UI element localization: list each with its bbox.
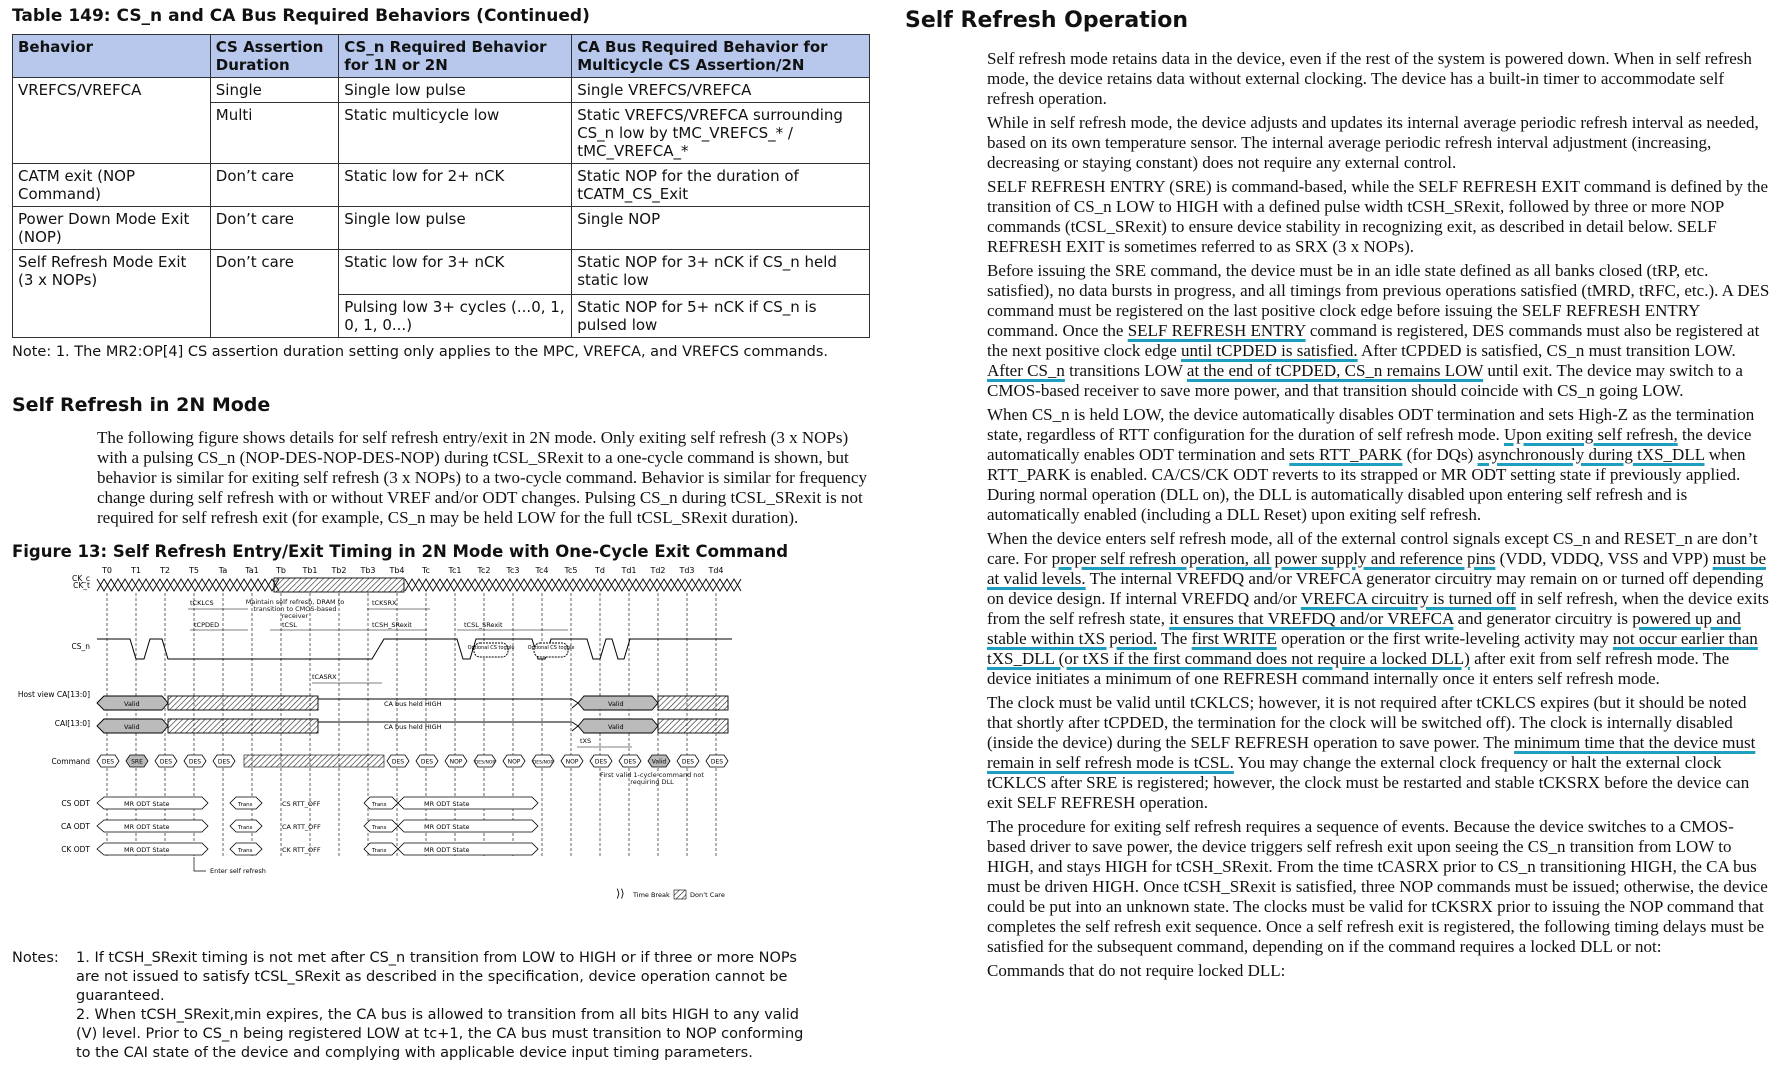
notes-label: Notes:: [12, 950, 59, 966]
odt-state-label: MR ODT State: [124, 800, 170, 808]
tcklcs-label: tCKLCS: [190, 599, 214, 607]
trans-label: Trans: [372, 825, 387, 831]
signal-label: CK ODT: [61, 845, 90, 854]
odt-state-label: MR ODT State: [124, 823, 170, 831]
command-label: DES: [188, 758, 202, 766]
table-cell: Static NOP for the duration of tCATM_CS_Exit: [572, 164, 870, 207]
clock-edge-label: T0: [102, 567, 112, 575]
paragraph: When the device enters self refresh mode, all of the external control signals except CS_n and RESET_n are don’t care. For proper self refresh operation, all power supply and reference pins (VDD, VDDQ, VSS and VPP) must be at valid levels. The internal VREFDQ and/or VREFCA generator circuitry may remain on or turned off depending on device design. If internal VREFDQ and/or VREFCA circuitry is turned off in self refresh, when the device exits from the self refresh state, it ensures that VREFDQ and/or VREFCA and generator circuitry is powered up and stable within tXS period. The first WRITE operation or the first write-leveling activity may not occur earlier than tXS_DLL (or tXS if the first command does not require a locked DLL) after exit from self refresh mode. The device initiates a minimum of one REFRESH command internally once it enters self refresh mode.: [987, 529, 1769, 688]
tcsh-label: tCSH_SRexit: [372, 621, 412, 629]
table-cell: Self Refresh Mode Exit (3 x NOPs): [13, 250, 211, 338]
paragraph: Self refresh mode retains data in the device, even if the rest of the system is powered down. When in self refresh mode, the device retains data without external clocking. The device has a built-in timer to accommodate self refresh operation.: [987, 49, 1752, 108]
paragraph: While in self refresh mode, the device adjusts and updates its internal average periodic refresh interval as needed, based on its own temperature sensor. The internal average periodic refresh interval adjustment (increasing, decreasing or staying constant) does not require any external control.: [987, 113, 1759, 172]
ca-held-high-label: CA bus held HIGH: [384, 723, 442, 731]
table-cell: Single VREFCS/VREFCA: [572, 78, 870, 103]
table-row: [13, 78, 870, 103]
paragraph: The clock must be valid until tCKLCS; however, it is not required after tCKLCS expires (but it should be noted that shortly after tCPDED, the termination for the clock will be switched off). The clock is internally disabled (inside the device) during the SELF REFRESH operation to save power. The minimum time that the device must remain in self refresh mode is tCSL. You may change the external clock frequency or halt the external clock tCKLCS after SRE is registered; however, the clock must be restarted and stable tCKSRX before the device can exit SELF REFRESH operation.: [987, 693, 1756, 812]
dont-care-region: [244, 755, 384, 767]
command-label: DES: [159, 758, 173, 766]
table-cell: Static VREFCS/VREFCA surrounding CS_n low by tMC_VREFCS_* / tMC_VREFCA_*: [572, 103, 870, 164]
table-cell: Single: [210, 78, 338, 103]
clock-edge-label: Tc1: [448, 567, 462, 575]
table-header: CS Assertion Duration: [210, 35, 338, 78]
clock-edge-label: Tb1: [302, 567, 318, 575]
trans-label: Trans: [372, 802, 387, 808]
table-cell: Static NOP for 5+ nCK if CS_n is pulsed low: [572, 295, 870, 338]
odt-state-label: MR ODT State: [424, 823, 470, 831]
clock-edge-label: Td4: [708, 567, 724, 575]
command-label: DES: [623, 758, 637, 766]
highlighted-text: until tCPDED is satisfied.: [1181, 341, 1358, 360]
table-header-row: [13, 35, 870, 78]
table-cell: Pulsing low 3+ cycles (...0, 1, 0, 1, 0...): [339, 295, 572, 338]
clock-edge-label: T1: [131, 567, 141, 575]
clock-edge-label: Tb4: [389, 567, 405, 575]
table-cell: Don’t care: [210, 250, 338, 338]
table-row: [13, 164, 870, 207]
intro-paragraph: The following figure shows details for self refresh entry/exit in 2N mode. Only exiting self refresh (3 x NOPs) with a pulsing CS_n (NOP-DES-NOP-DES-NOP) during tCSL_SRexit to a one-cycle command is shown, but behavior is similar for exiting self refresh (3 x NOPs) to a two-cycle command. Behavior is similar for frequency change during self refresh with or without VREF and/or ODT changes. Pulsing CS_n during tCSL_SRexit is not required for self refresh exit (for example, CS_n may be held LOW for the full tCSL_SRexit duration).: [97, 428, 867, 527]
ca-rtt-off-label: CA RTT_OFF: [282, 823, 321, 831]
figure-title: Figure 13: Self Refresh Entry/Exit Timing in 2N Mode with One-Cycle Exit Command: [12, 542, 789, 561]
command-label: DES: [681, 758, 695, 766]
highlighted-text: not occur earlier than tXS_DLL (or tXS if the first command does not require a locked DLL): [987, 629, 1758, 668]
signal-label: CA ODT: [60, 822, 90, 831]
clock-edge-label: Tc5: [564, 567, 578, 575]
clock-edge-label: Td3: [679, 567, 695, 575]
table-cell: Single NOP: [572, 207, 870, 250]
signal-label: CAI[13:0]: [54, 719, 90, 728]
table-note: Note: 1. The MR2:OP[4] CS assertion duration setting only applies to the MPC, VREFCA, and VREFCS commands.: [12, 344, 829, 360]
paragraph: SELF REFRESH ENTRY (SRE) is command-based, while the SELF REFRESH EXIT command is defined by the transition of CS_n LOW to HIGH with a defined pulse width tCSH_SRexit, followed by three or more NOP commands (tCSL_SRexit) to ensure device stability in recognizing exit, as described in detail below. SELF REFRESH EXIT is sometimes referred to as SRX (3 x NOPs).: [987, 177, 1769, 256]
signal-label: CS ODT: [61, 799, 90, 808]
command-label: NOP: [449, 758, 463, 766]
table-cell: Don’t care: [210, 207, 338, 250]
command-label: DES: [101, 758, 115, 766]
command-label: DES: [217, 758, 231, 766]
highlighted-text: first WRITE: [1191, 629, 1277, 648]
optional-cs-toggle-label: Optional CS toggle: [527, 645, 575, 651]
tcsl-label: tCSL: [282, 621, 297, 629]
clock-edge-label: Tb3: [360, 567, 376, 575]
trans-label: Trans: [238, 848, 253, 854]
first-valid-label: First valid 1-cycle command not requiring DLL: [600, 772, 704, 786]
ck-rtt-off-label: CK RTT_OFF: [282, 846, 321, 854]
table-title: Table 149: CS_n and CA Bus Required Behaviors (Continued): [12, 6, 590, 26]
trans-label: Trans: [238, 802, 253, 808]
valid-label: Valid: [608, 700, 624, 708]
highlighted-text: minimum time that the device must remain in self refresh mode is tCSL.: [987, 733, 1756, 772]
command-label: DES: [391, 758, 405, 766]
table-cell: Don’t care: [210, 164, 338, 207]
right-column: [905, 6, 1769, 985]
odt-state-label: MR ODT State: [424, 800, 470, 808]
highlighted-text: sets RTT_PARK: [1289, 445, 1403, 464]
highlighted-text: asynchronously during tXS_DLL: [1477, 445, 1705, 464]
highlighted-text: SELF REFRESH ENTRY: [1127, 321, 1306, 340]
left-column: [12, 6, 872, 1063]
clock-edge-label: Tb2: [331, 567, 347, 575]
tcsl-srexit-label: tCSL_SRexit: [464, 621, 503, 629]
table-cell: Single low pulse: [339, 207, 572, 250]
clock-edge-label: Td: [595, 567, 605, 575]
table-cell: Static low for 2+ nCK: [339, 164, 572, 207]
tcasrx-label: tCASRX: [312, 673, 337, 681]
command-label: DES/NOP: [532, 760, 554, 766]
signal-label: CK_c: [71, 574, 90, 583]
command-label: DES: [594, 758, 608, 766]
timing-diagram: [12, 567, 832, 927]
table-cell: Static NOP for 3+ nCK if CS_n held static low: [572, 250, 870, 295]
tcksrx-label: tCKSRX: [372, 599, 397, 607]
paragraph: When CS_n is held LOW, the device automatically disables ODT termination and sets High-Z as the termination state, regardless of RTT configuration for the duration of self refresh mode. Upon exiting self refresh, the device automatically enables ODT termination and sets RTT_PARK (for DQs) asynchronously during tXS_DLL when RTT_PARK is enabled. CA/CS/CK ODT reverts to its strapped or MR ODT setting state if previously applied. During normal operation (DLL on), the DLL is automatically disabled upon entering self refresh and is automatically enabled (including a DLL Reset) upon exiting self refresh.: [987, 405, 1755, 524]
paragraph: Commands that do not require locked DLL:: [987, 961, 1286, 980]
dont-care-label: Don’t Care: [690, 891, 725, 899]
odt-state-label: MR ODT State: [424, 846, 470, 854]
clock-edge-label: Td1: [621, 567, 637, 575]
table-cell: CATM exit (NOP Command): [13, 164, 211, 207]
paragraph: Before issuing the SRE command, the device must be in an idle state defined as all banks closed (tRP, etc. satisfied), no data bursts in progress, and all timings from previous operations satisfied (tMRD, tRFC, etc.). A DES command must be registered on the last positive clock edge before issuing the SELF REFRESH ENTRY command. Once the SELF REFRESH ENTRY command is registered, DES commands must also be registered at the next positive clock edge until tCPDED is satisfied. After tCPDED is satisfied, CS_n must transition LOW. After CS_n transitions LOW at the end of tCPDED, CS_n remains LOW until exit. The device may switch to a CMOS-based receiver to save more power, and that transition should coincide with CS_n going LOW.: [987, 261, 1769, 400]
command-label: NOP: [565, 758, 579, 766]
signal-label: Host view CA[13:0]: [17, 690, 90, 699]
table-cell: VREFCS/VREFCA: [13, 78, 211, 164]
trans-label: Trans: [372, 848, 387, 854]
trans-label: Trans: [238, 825, 253, 831]
signal-labels: [18, 574, 91, 854]
clock-edge-label: T5: [189, 567, 199, 575]
signal-label: Command: [51, 757, 90, 766]
table-row: [13, 250, 870, 295]
highlighted-text: it ensures that VREFDQ and/or VREFCA: [1169, 609, 1454, 628]
table-cell: Static multicycle low: [339, 103, 572, 164]
table-header: CS_n Required Behavior for 1N or 2N: [339, 35, 572, 78]
table-cell: Single low pulse: [339, 78, 572, 103]
note-1: 1. If tCSH_SRexit timing is not met after CS_n transition from LOW to HIGH or if three or more NOPs are not issued to satisfy tCSL_SRexit as described in the specification, device operation cannot be guaranteed.: [76, 950, 797, 1004]
clock-edge-label: Tc4: [535, 567, 549, 575]
command-label: DES: [710, 758, 724, 766]
table-cell: Power Down Mode Exit (NOP): [13, 207, 211, 250]
command-label: NOP: [507, 758, 521, 766]
clock-edge-label: Td2: [650, 567, 666, 575]
clock-edge-label: Tb: [276, 567, 286, 575]
valid-label: Valid: [124, 700, 140, 708]
time-break-label: Time Break: [633, 891, 670, 899]
table-cell: Static low for 3+ nCK: [339, 250, 572, 295]
maintain-sr-label: Maintain self refresh, DRAM to transition to CMOS-based receiver: [245, 599, 345, 620]
clock-edge-label: Ta: [218, 567, 228, 575]
paragraph: The procedure for exiting self refresh requires a sequence of events. Because the device switches to a CMOS-based driver to save power, the device triggers self refresh exit upon seeing the CS_n transition from LOW to HIGH, and stays HIGH for tCSH_SRexit. From the time tCASRX prior to CS_n transitioning HIGH, the CA bus must be driven HIGH. Once tCSH_SRexit is satisfied, three NOP commands must be issued; otherwise, the device could be put into an unknown state. The clocks must be valid for tCKSRX prior to issuing the NOP command that completes the self refresh exit sequence. Once a self refresh exit is registered, the following timing delays must be satisfied for the subsequent command, depending on if the command requires a locked DLL or not:: [987, 817, 1768, 956]
valid-label: Valid: [608, 723, 624, 731]
signal-label: CS_n: [71, 642, 90, 651]
clock-edge-label: Ta1: [245, 567, 259, 575]
time-break-icon: ⟩⟩: [616, 887, 625, 900]
highlighted-text: proper self refresh operation, all power supply and reference pins: [1051, 549, 1496, 568]
highlighted-text: at the end of tCPDED, CS_n remains LOW: [1186, 361, 1484, 380]
clock-edge-labels: [101, 567, 724, 575]
cs-n-waveform: [97, 639, 732, 659]
command-label: DES/NOP: [474, 760, 496, 766]
odt-state-label: MR ODT State: [124, 846, 170, 854]
table-header: CA Bus Required Behavior for Multicycle CS Assertion/2N: [572, 35, 870, 78]
behaviors-table: [12, 34, 870, 338]
tcpded-label: tCPDED: [194, 621, 220, 629]
table-row: [13, 207, 870, 250]
optional-cs-toggle-label: Optional CS toggle: [467, 645, 515, 651]
clock-edge-label: T2: [160, 567, 170, 575]
command-row: [97, 755, 728, 767]
command-label: SRE: [131, 758, 143, 766]
signal-label: CK_t: [73, 581, 90, 590]
highlighted-text: After CS_n: [987, 361, 1065, 380]
highlighted-text: Upon exiting self refresh,: [1504, 425, 1678, 444]
valid-label: Valid: [124, 723, 140, 731]
clock-edge-label: Tc2: [477, 567, 491, 575]
highlighted-text: powered up and stable within tXS period.: [987, 609, 1741, 648]
dont-care-icon: [674, 890, 686, 899]
highlighted-text: must be at valid levels.: [987, 549, 1767, 588]
clock-edge-label: Tc: [422, 567, 430, 575]
clock-waveform: [97, 578, 741, 592]
figure-notes: [12, 949, 872, 1063]
command-label: DES: [420, 758, 434, 766]
section-title: Self Refresh Operation: [905, 8, 1189, 33]
txs-label: tXS: [580, 737, 592, 745]
section-title: Self Refresh in 2N Mode: [12, 394, 271, 416]
enter-self-refresh-label: Enter self refresh: [210, 867, 266, 875]
legend: [616, 887, 725, 900]
table-header: Behavior: [13, 35, 211, 78]
command-label: Valid: [651, 758, 667, 766]
highlighted-text: VREFCA circuitry is turned off: [1300, 589, 1516, 608]
table-cell: Multi: [210, 103, 338, 164]
note-2: 2. When tCSH_SRexit,min expires, the CA bus is allowed to transition from all bits HIGH to any valid (V) level. Prior to CS_n being registered LOW at tc+1, the CA bus must transition to NOP conforming to the CAI state of the device and complying with applicable device input timing parameters.: [76, 1007, 804, 1061]
clock-edge-label: Tc3: [506, 567, 520, 575]
ca-held-high-label: CA bus held HIGH: [384, 700, 442, 708]
cs-rtt-off-label: CS RTT_OFF: [282, 800, 321, 808]
